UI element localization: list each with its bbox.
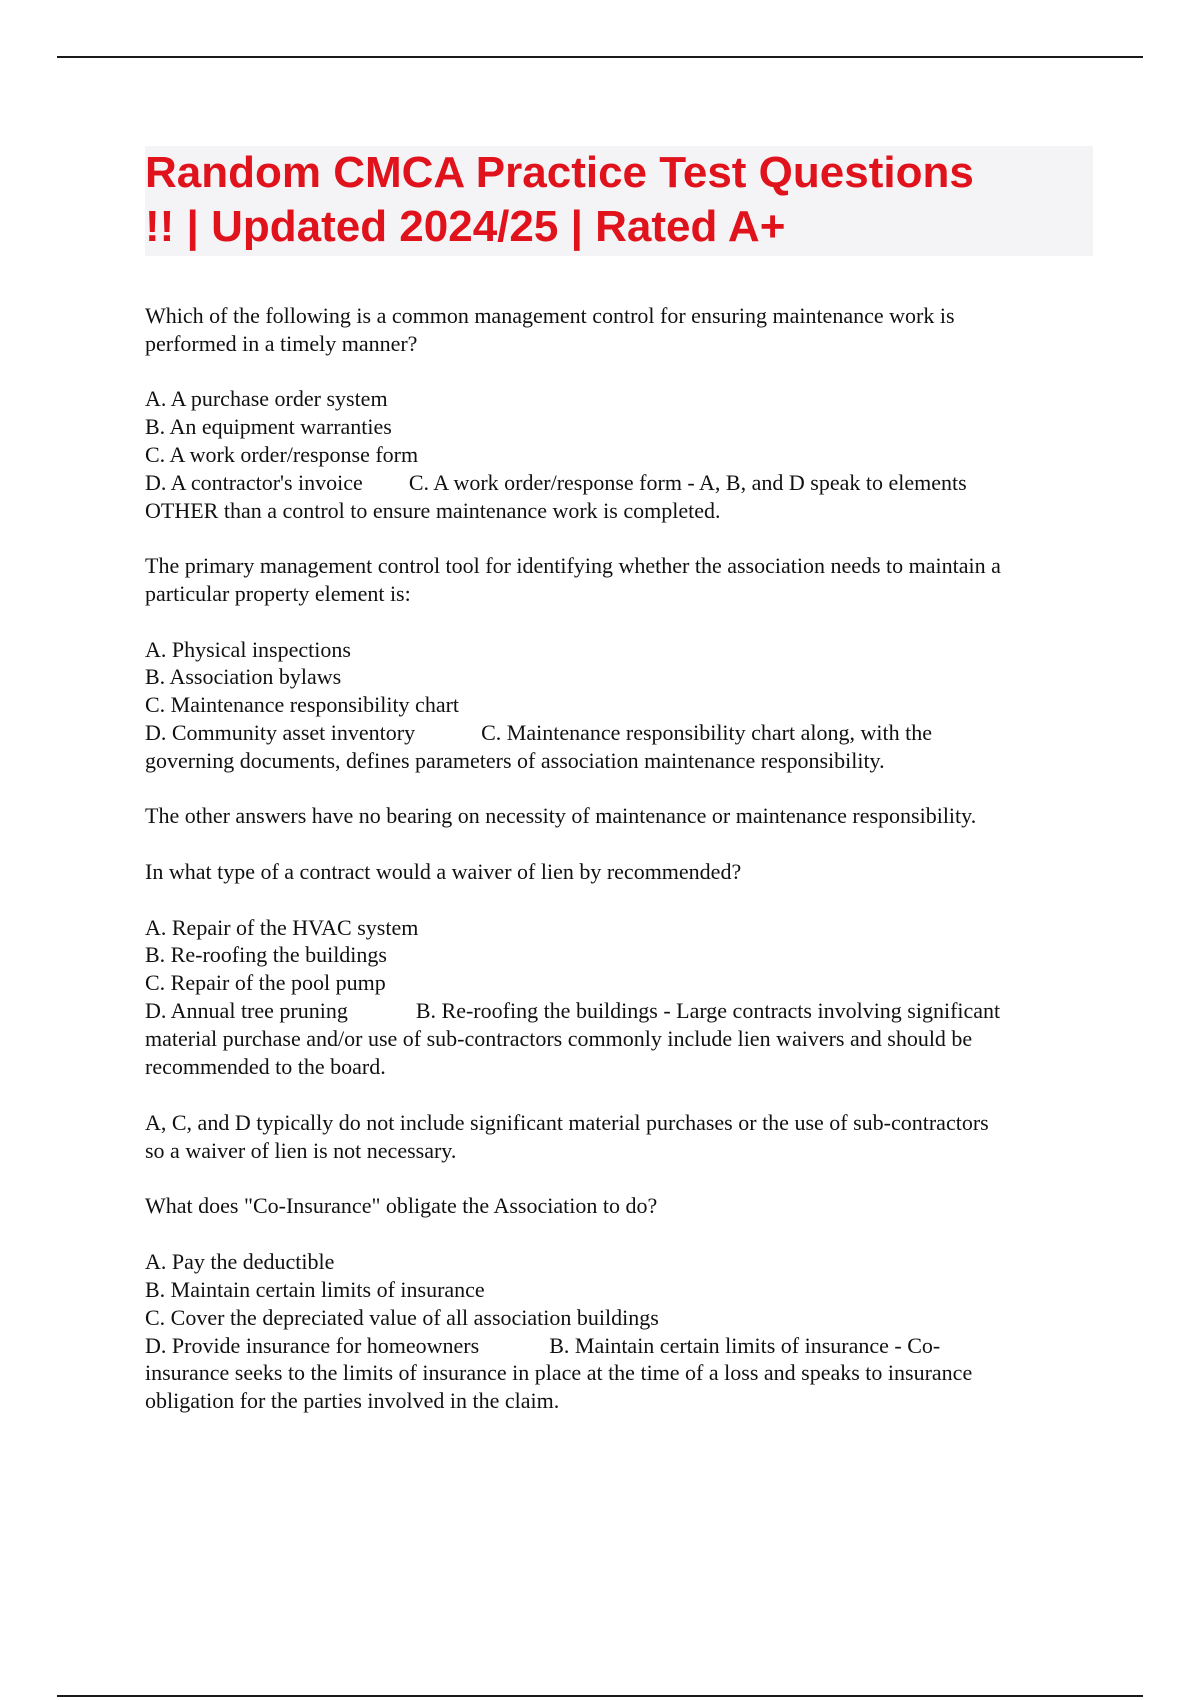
question-1-option-a: A. A purchase order system bbox=[145, 386, 388, 411]
question-4-line-1: What does "Co-Insurance" obligate the Association to do? bbox=[145, 1193, 658, 1218]
question-3-option-c: C. Repair of the pool pump bbox=[145, 970, 386, 995]
question-1-option-d-row bbox=[145, 469, 967, 497]
question-1-option-d: D. A contractor's invoice bbox=[145, 470, 363, 495]
question-3-line-1: In what type of a contract would a waiver of lien by recommended? bbox=[145, 859, 742, 884]
question-2-option-b: B. Association bylaws bbox=[145, 664, 342, 689]
question-4-answer-line-3: obligation for the parties involved in the claim. bbox=[145, 1388, 560, 1413]
question-2-option-d-row bbox=[145, 719, 932, 747]
question-3-option-d-row bbox=[145, 997, 1000, 1025]
question-3-answer-line-3: recommended to the board. bbox=[145, 1054, 386, 1079]
question-4-option-b: B. Maintain certain limits of insurance bbox=[145, 1277, 485, 1302]
question-1-option-b: B. An equipment warranties bbox=[145, 414, 392, 439]
question-1-line-2: performed in a timely manner? bbox=[145, 331, 418, 356]
question-4-option-c: C. Cover the depreciated value of all association buildings bbox=[145, 1305, 659, 1330]
question-4-option-d-row bbox=[145, 1332, 940, 1360]
question-2-line-2: particular property element is: bbox=[145, 581, 411, 606]
question-4-answer-line-2: insurance seeks to the limits of insurance in place at the time of a loss and speaks to insurance bbox=[145, 1360, 973, 1385]
question-1-answer-line-2: OTHER than a control to ensure maintenance work is completed. bbox=[145, 498, 721, 523]
bottom-rule bbox=[57, 1695, 1143, 1697]
question-4-answer: B. Maintain certain limits of insurance - Co- bbox=[549, 1333, 941, 1358]
question-3-option-d: D. Annual tree pruning bbox=[145, 998, 348, 1023]
document-title bbox=[145, 146, 1093, 256]
question-1-option-c: C. A work order/response form bbox=[145, 442, 419, 467]
question-3-explanation-line-2: so a waiver of lien is not necessary. bbox=[145, 1138, 457, 1163]
question-2-option-c: C. Maintenance responsibility chart bbox=[145, 692, 460, 717]
question-3-option-b: B. Re-roofing the buildings bbox=[145, 942, 387, 967]
question-3-answer-line-2: material purchase and/or use of sub-contractors commonly include lien waivers and should be bbox=[145, 1026, 973, 1051]
question-2-option-d: D. Community asset inventory bbox=[145, 720, 416, 745]
question-3-option-a: A. Repair of the HVAC system bbox=[145, 915, 419, 940]
question-2-explanation: The other answers have no bearing on necessity of maintenance or maintenance responsibility. bbox=[145, 803, 977, 828]
question-2-option-a: A. Physical inspections bbox=[145, 637, 351, 662]
question-2-line-1: The primary management control tool for identifying whether the association needs to maintain a bbox=[145, 553, 1001, 578]
title-line-2: !! | Updated 2024/25 | Rated A+ bbox=[145, 202, 786, 251]
question-4-option-d: D. Provide insurance for homeowners bbox=[145, 1333, 480, 1358]
top-rule bbox=[57, 56, 1143, 58]
question-4-option-a: A. Pay the deductible bbox=[145, 1249, 335, 1274]
question-3-explanation-line-1: A, C, and D typically do not include significant material purchases or the use of sub-contractors bbox=[145, 1110, 989, 1135]
question-3-answer: B. Re-roofing the buildings - Large contracts involving significant bbox=[415, 998, 1001, 1023]
question-2-answer-line-2: governing documents, defines parameters of association maintenance responsibility. bbox=[145, 748, 885, 773]
question-1-answer: C. A work order/response form - A, B, and D speak to elements bbox=[408, 470, 967, 495]
title-line-1: Random CMCA Practice Test Questions bbox=[145, 148, 974, 197]
question-2-answer: C. Maintenance responsibility chart along, with the bbox=[481, 720, 932, 745]
question-1-line-1: Which of the following is a common management control for ensuring maintenance work is bbox=[145, 303, 955, 328]
